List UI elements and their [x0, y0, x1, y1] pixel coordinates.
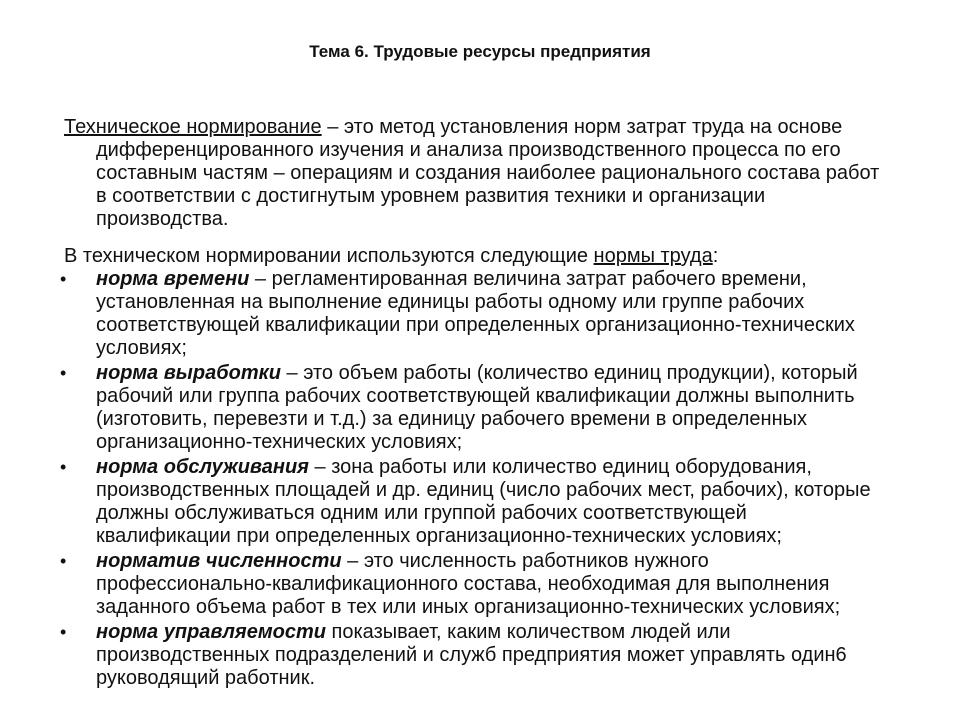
bullet-icon: • [60, 363, 67, 383]
item-first-line [96, 268, 940, 291]
item-line: установленная на выполнение единицы работы одному или группе рабочих [96, 291, 805, 313]
item-first-line [96, 362, 940, 385]
item-line: должны обслуживаться одним или группой рабочих соответствующей [96, 502, 747, 524]
item-first-line [96, 550, 940, 573]
list-item [60, 550, 940, 619]
norms-list [60, 268, 940, 692]
item-term: норма выработки [96, 362, 281, 384]
definition-line-4: в соответствии с достигнутым уровнем развития техники и организации [96, 185, 766, 207]
bullet-icon: • [60, 622, 67, 642]
bullet-icon: • [60, 269, 67, 289]
item-line: рабочий или группа рабочих соответствующей квалификации должны выполнить [96, 385, 855, 407]
item-line: (изготовить, перевезти и т.д.) за единицу рабочего времени в определенных [96, 408, 808, 430]
item-line: организационно-технических условиях; [96, 431, 463, 453]
item-text: – регламентированная величина затрат рабочего времени, [249, 268, 807, 290]
item-line: производственных площадей и др. единиц (число рабочих мест, рабочих), которые [96, 479, 871, 501]
item-line: руководящий работник. [96, 667, 316, 689]
item-first-line [96, 456, 940, 479]
list-item [60, 456, 940, 548]
item-line: заданного объема работ в тех или иных организационно-технических условиях; [96, 596, 841, 618]
definition-line-2: дифференцированного изучения и анализа производственного процесса по его [96, 139, 841, 161]
definition-line-1 [64, 116, 934, 139]
item-text: – это объем работы (количество единиц продукции), который [280, 362, 858, 384]
slide-title: Тема 6. Трудовые ресурсы предприятия [309, 42, 651, 61]
bullet-icon: • [60, 457, 67, 477]
item-text: показывает, каким количеством людей или [325, 621, 731, 643]
norms-intro [64, 245, 934, 268]
item-term: норматив численности [96, 550, 342, 572]
definition-term: Техническое нормирование [64, 116, 322, 138]
item-text: – это численность работников нужного [341, 550, 709, 572]
list-item [60, 362, 940, 454]
norms-of-labor-term: нормы труда [593, 245, 713, 267]
definition-line-5: производства. [96, 208, 229, 230]
item-term: норма обслуживания [96, 456, 309, 478]
list-item [60, 621, 940, 690]
item-line: квалификации при определенных организационно-технических условиях; [96, 525, 782, 547]
bullet-icon: • [60, 551, 67, 571]
intro-suffix: : [712, 245, 719, 267]
list-item [60, 268, 940, 360]
item-line: условиях; [96, 337, 187, 359]
item-term: норма времени [96, 268, 250, 290]
item-text: – зона работы или количество единиц оборудования, [308, 456, 812, 478]
definition-line-3: составным частям – операциям и создания наиболее рационального состава работ [96, 162, 880, 184]
item-line: производственных подразделений и служб предприятия может управлять один6 [96, 644, 847, 666]
item-line: профессионально-квалификационного состава, необходимая для выполнения [96, 573, 830, 595]
item-first-line [96, 621, 940, 644]
item-term: норма управляемости [96, 621, 326, 643]
definition-paragraph [64, 116, 934, 231]
item-line: соответствующей квалификации при определенных организационно-технических [96, 314, 855, 336]
definition-text: – это метод установления норм затрат труда на основе [321, 116, 843, 138]
intro-prefix: В техническом нормировании используются следующие [64, 245, 594, 267]
